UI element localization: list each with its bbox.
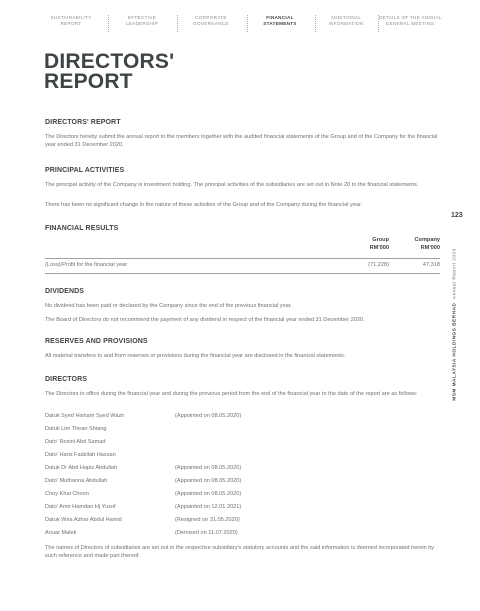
results-company-value: 47,318 [422,262,440,268]
paragraph-directors-intro: The Directors in office during the financial year and during the previous period from the end of the financial year to the date of the report are as follows: [45,391,418,397]
nav-divider [108,15,109,32]
page-title-line2: REPORT [44,70,133,93]
director-status: (Appointed on 08.05.2020) [175,413,242,419]
nav-label-line1: DETAILS OF THE ANNUAL [379,15,442,20]
director-name: Dato' Rosini Abd Samad [45,439,106,445]
column-company-unit: RM'000 [420,245,440,251]
paragraph-dividends-2: The Board of Directors do not recommend the payment of any dividend in respect of the financial year ended 31 December 2020. [45,317,365,323]
director-name: Datuk Lim Thean Shiang [45,426,107,432]
results-group-value: (71,228) [368,262,389,268]
nav-label-line1: SUSTAINABILITY [50,15,92,20]
nav-label-line1: ADDITIONAL [330,15,362,20]
side-company-name: MSM MALAYSIA HOLDINGS BERHAD [452,302,458,401]
nav-divider [247,15,248,32]
nav-label-line1: FINANCIAL [266,15,294,20]
director-status: (Demised on 11.07.2020) [175,530,238,536]
section-navigation [45,15,440,37]
nav-label-line2: GOVERNANCE [193,21,229,26]
paragraph-dividends-1: No dividend has been paid or declared by the Company since the end of the previous financial year. [45,303,292,309]
director-name: Datuk Wira Azhar Abdul Hamid [45,517,122,523]
heading-financial-results: FINANCIAL RESULTS [45,225,119,232]
nav-label-line1: EFFECTIVE [128,15,156,20]
nav-label-line2: STATEMENTS [263,21,297,26]
director-name: Datuk Dr Abd Hapiz Abdullah [45,465,118,471]
nav-financial-statements[interactable] [254,15,306,27]
director-name: Choy Khai Choon [45,491,89,497]
director-name: Dato' Amir Hamdan Hj Yusof [45,504,116,510]
nav-label-line1: CORPORATE [195,15,227,20]
nav-additional-information[interactable] [320,15,372,27]
director-name: Datuk Syed Hisham Syed Wazir [45,413,125,419]
director-status: (Appointed on 08.05.2020) [175,491,242,497]
heading-principal-activities: PRINCIPAL ACTIVITIES [45,167,125,174]
director-name: Dato' Haris Fadzilah Hassan [45,452,116,458]
paragraph-reserves-provisions: All material transfers to and from reserves or provisions during the financial year are disclosed in the financial statements. [45,353,346,359]
side-report-name: Annual Report 2020 [452,248,458,300]
nav-agm-details[interactable] [379,15,441,27]
paragraph-principal-activities-1: The principal activity of the Company is investment holding. The principal activities of the subsidiaries are set out in Note 20 to the financial statements. [45,182,419,188]
nav-corporate-governance[interactable] [185,15,237,27]
paragraph-directors-report: The Directors hereby submit the annual report to the members together with the audited financial statements of the Group and of the Company for the financial year ended 31 December 2020. [45,134,438,148]
column-group-name: Group [372,237,389,243]
nav-effective-leadership[interactable] [116,15,168,27]
nav-sustainability-report[interactable] [45,15,97,27]
page-title [44,52,174,92]
nav-label-line2: GENERAL MEETING [385,21,435,26]
page-title-line1: DIRECTORS' [44,50,175,73]
director-status: (Appointed on 08.05.2020) [175,478,242,484]
heading-dividends: DIVIDENDS [45,288,85,295]
paragraph-principal-activities-2: There has been no significant change in the nature of these activities of the Group and of the Company during the financial year. [45,202,363,208]
column-header-company [395,236,440,252]
heading-directors: DIRECTORS [45,376,87,383]
paragraph-directors-closing: The names of Directors of subsidiaries are set out in the respective subsidiary's statutory accounts and the said information is deemed incorporated herein by such reference and made part thereof. [45,545,435,559]
nav-label-line2: INFORMATION [328,21,364,26]
nav-label-line2: LEADERSHIP [125,21,159,26]
column-header-group [345,236,389,252]
director-name: Dato' Muthanna Abdullah [45,478,108,484]
director-status: (Appointed on 08.05.2020) [175,465,242,471]
director-status: (Resigned on 31.05.2020) [175,517,240,523]
heading-reserves-provisions: RESERVES AND PROVISIONS [45,338,148,345]
results-row-label: (Loss)/Profit for the financial year [45,262,128,268]
director-name: Anuar Malek [45,530,77,536]
nav-divider [315,15,316,32]
column-group-unit: RM'000 [369,245,389,251]
side-running-title [453,225,458,425]
table-rule-top [45,258,440,259]
page-number: 123 [451,212,463,219]
director-status: (Appointed on 12.01.2021) [175,504,242,510]
heading-directors-report: DIRECTORS' REPORT [45,119,121,126]
column-company-name: Company [414,237,440,243]
table-rule-bottom [45,273,440,274]
nav-divider [177,15,178,32]
nav-label-line2: REPORT [60,21,82,26]
